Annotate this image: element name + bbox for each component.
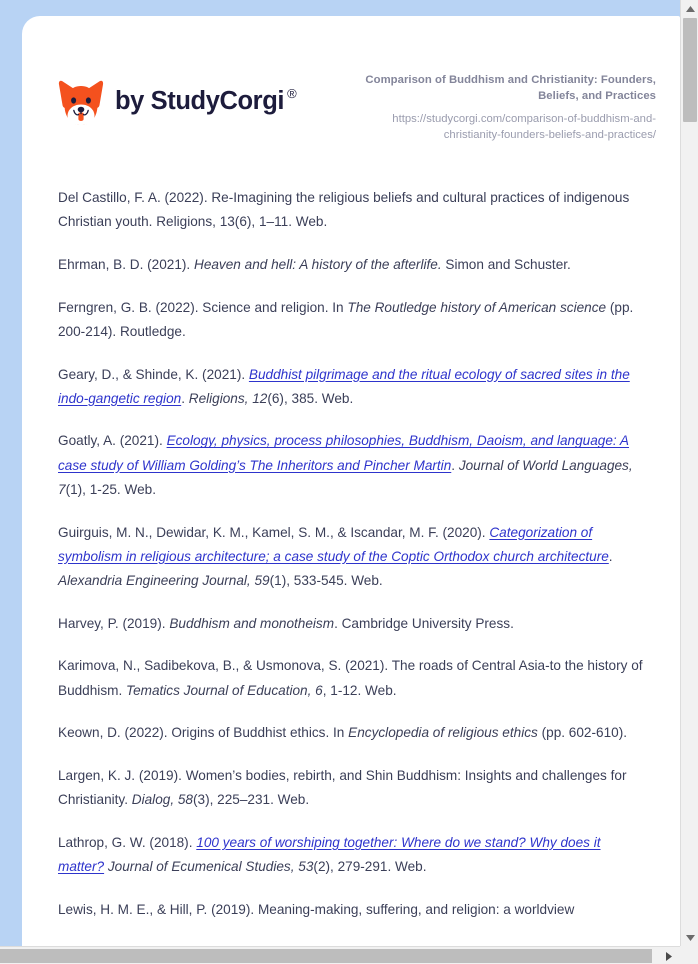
reference-entry	[58, 253, 648, 277]
reference-text: Ferngren, G. B. (2022). Science and religion. In	[58, 299, 348, 315]
corgi-face-icon	[58, 78, 104, 126]
reference-link[interactable]: Buddhist pilgrimage and the ritual ecology of sacred sites in the indo-gangetic region	[58, 366, 630, 406]
studycorgi-brand	[58, 78, 297, 126]
reference-text: Keown, D. (2022). Origins of Buddhist ethics. In	[58, 725, 349, 741]
reference-text: .	[451, 457, 459, 473]
reference-entry	[58, 429, 648, 502]
reference-text: Karimova, N., Sadibekova, B., & Usmonova, S. (2021). The roads of Central Asia-to the history of Buddhism.	[58, 658, 643, 698]
reference-entry	[58, 721, 648, 745]
brand-wordmark	[115, 86, 297, 116]
reference-text: Del Castillo, F. A. (2022). Re-Imagining the religious beliefs and cultural practices of indigenous Christian youth. Religions, 13(6), 1–11. Web.	[58, 190, 630, 230]
reference-text: (1), 1-25. Web.	[65, 481, 156, 497]
scroll-right-arrow-icon[interactable]	[658, 947, 680, 964]
reference-entry	[58, 612, 648, 636]
registered-trademark-icon: ®	[287, 86, 297, 102]
scroll-down-arrow-icon[interactable]	[681, 929, 698, 946]
reference-text: .	[608, 548, 613, 564]
reference-text: (2), 279-291. Web.	[313, 859, 427, 875]
reference-italic-text: Journal of Ecumenical Studies, 53	[107, 859, 314, 875]
reference-text: . Cambridge University Press.	[334, 615, 514, 631]
reference-text: Guirguis, M. N., Dewidar, K. M., Kamel, S. M., & Iscandar, M. F. (2020).	[58, 524, 490, 540]
reference-entry	[58, 186, 648, 234]
vertical-scrollbar-thumb[interactable]	[683, 18, 697, 122]
reference-entry	[58, 831, 648, 879]
reference-text: (6), 385. Web.	[267, 390, 354, 406]
document-header	[22, 16, 680, 151]
reference-text: Ehrman, B. D. (2021).	[58, 256, 194, 272]
page-url: https://studycorgi.com/comparison-of-buddhism-and-christianity-founders-beliefs-and-practices/	[392, 112, 656, 141]
reference-text: (1), 533-545. Web.	[269, 572, 383, 588]
horizontal-scrollbar[interactable]	[0, 946, 698, 964]
reference-text: Lewis, H. M. E., & Hill, P. (2019). Meaning-making, suffering, and religion: a worldview	[58, 901, 575, 917]
reference-italic-text: Buddhism and monotheism	[169, 615, 335, 631]
reference-italic-text: The Routledge history of American science	[347, 299, 607, 315]
horizontal-scrollbar-thumb[interactable]	[0, 949, 652, 963]
reference-text: Geary, D., & Shinde, K. (2021).	[58, 366, 249, 382]
reference-italic-text: Encyclopedia of religious ethics	[348, 725, 538, 741]
reference-italic-text: Dialog, 58	[131, 792, 193, 808]
reference-text: (pp. 602-610).	[537, 725, 627, 741]
scrollbar-corner	[680, 946, 698, 964]
reference-entry	[58, 363, 648, 411]
reference-text: Largen, K. J. (2019). Women’s bodies, rebirth, and Shin Buddhism: Insights and challenges for Christianity.	[58, 767, 627, 808]
reference-entry	[58, 654, 648, 702]
page-title: Comparison of Buddhism and Christianity: Founders, Beliefs, and Practices	[365, 74, 656, 103]
reference-italic-text: Alexandria Engineering Journal, 59	[58, 572, 270, 588]
brand-name-text: by StudyCorgi	[115, 87, 285, 116]
vertical-scrollbar[interactable]	[680, 0, 698, 946]
reference-italic-text: Religions, 12	[188, 390, 268, 406]
document-sheet	[22, 16, 680, 948]
reference-entry	[58, 898, 648, 922]
reference-text: Harvey, P. (2019).	[58, 615, 170, 631]
reference-italic-text: Heaven and hell: A history of the afterlife.	[194, 256, 442, 272]
reference-entry	[58, 296, 648, 344]
scroll-up-arrow-icon[interactable]	[681, 0, 698, 17]
reference-text: Goatly, A. (2021).	[58, 433, 167, 449]
reference-italic-text: Journal of World Languages, 7	[58, 457, 633, 497]
reference-text: , 1-12. Web.	[322, 682, 397, 698]
header-meta	[326, 72, 656, 143]
reference-text: (pp. 200-214). Routledge.	[58, 299, 634, 339]
reference-entry	[58, 764, 648, 812]
reference-list	[58, 186, 648, 940]
reference-link[interactable]: 100 years of worshiping together: Where do we stand? Why does it matter?	[58, 834, 601, 875]
reference-entry	[58, 521, 648, 594]
reference-text: (3), 225–231. Web.	[193, 792, 310, 808]
reference-link[interactable]: Ecology, physics, process philosophies, Buddhism, Daoism, and language: A case study of William Golding’s The Inheritors and Pincher Martin	[58, 433, 630, 473]
reference-text: Lathrop, G. W. (2018).	[58, 834, 197, 850]
reference-text: .	[181, 390, 189, 406]
reference-text: Simon and Schuster.	[441, 256, 571, 272]
reference-italic-text: Tematics Journal of Education, 6	[126, 682, 323, 698]
reference-link[interactable]: Categorization of symbolism in religious architecture; a case study of the Coptic Orthodox church architecture	[58, 524, 609, 564]
